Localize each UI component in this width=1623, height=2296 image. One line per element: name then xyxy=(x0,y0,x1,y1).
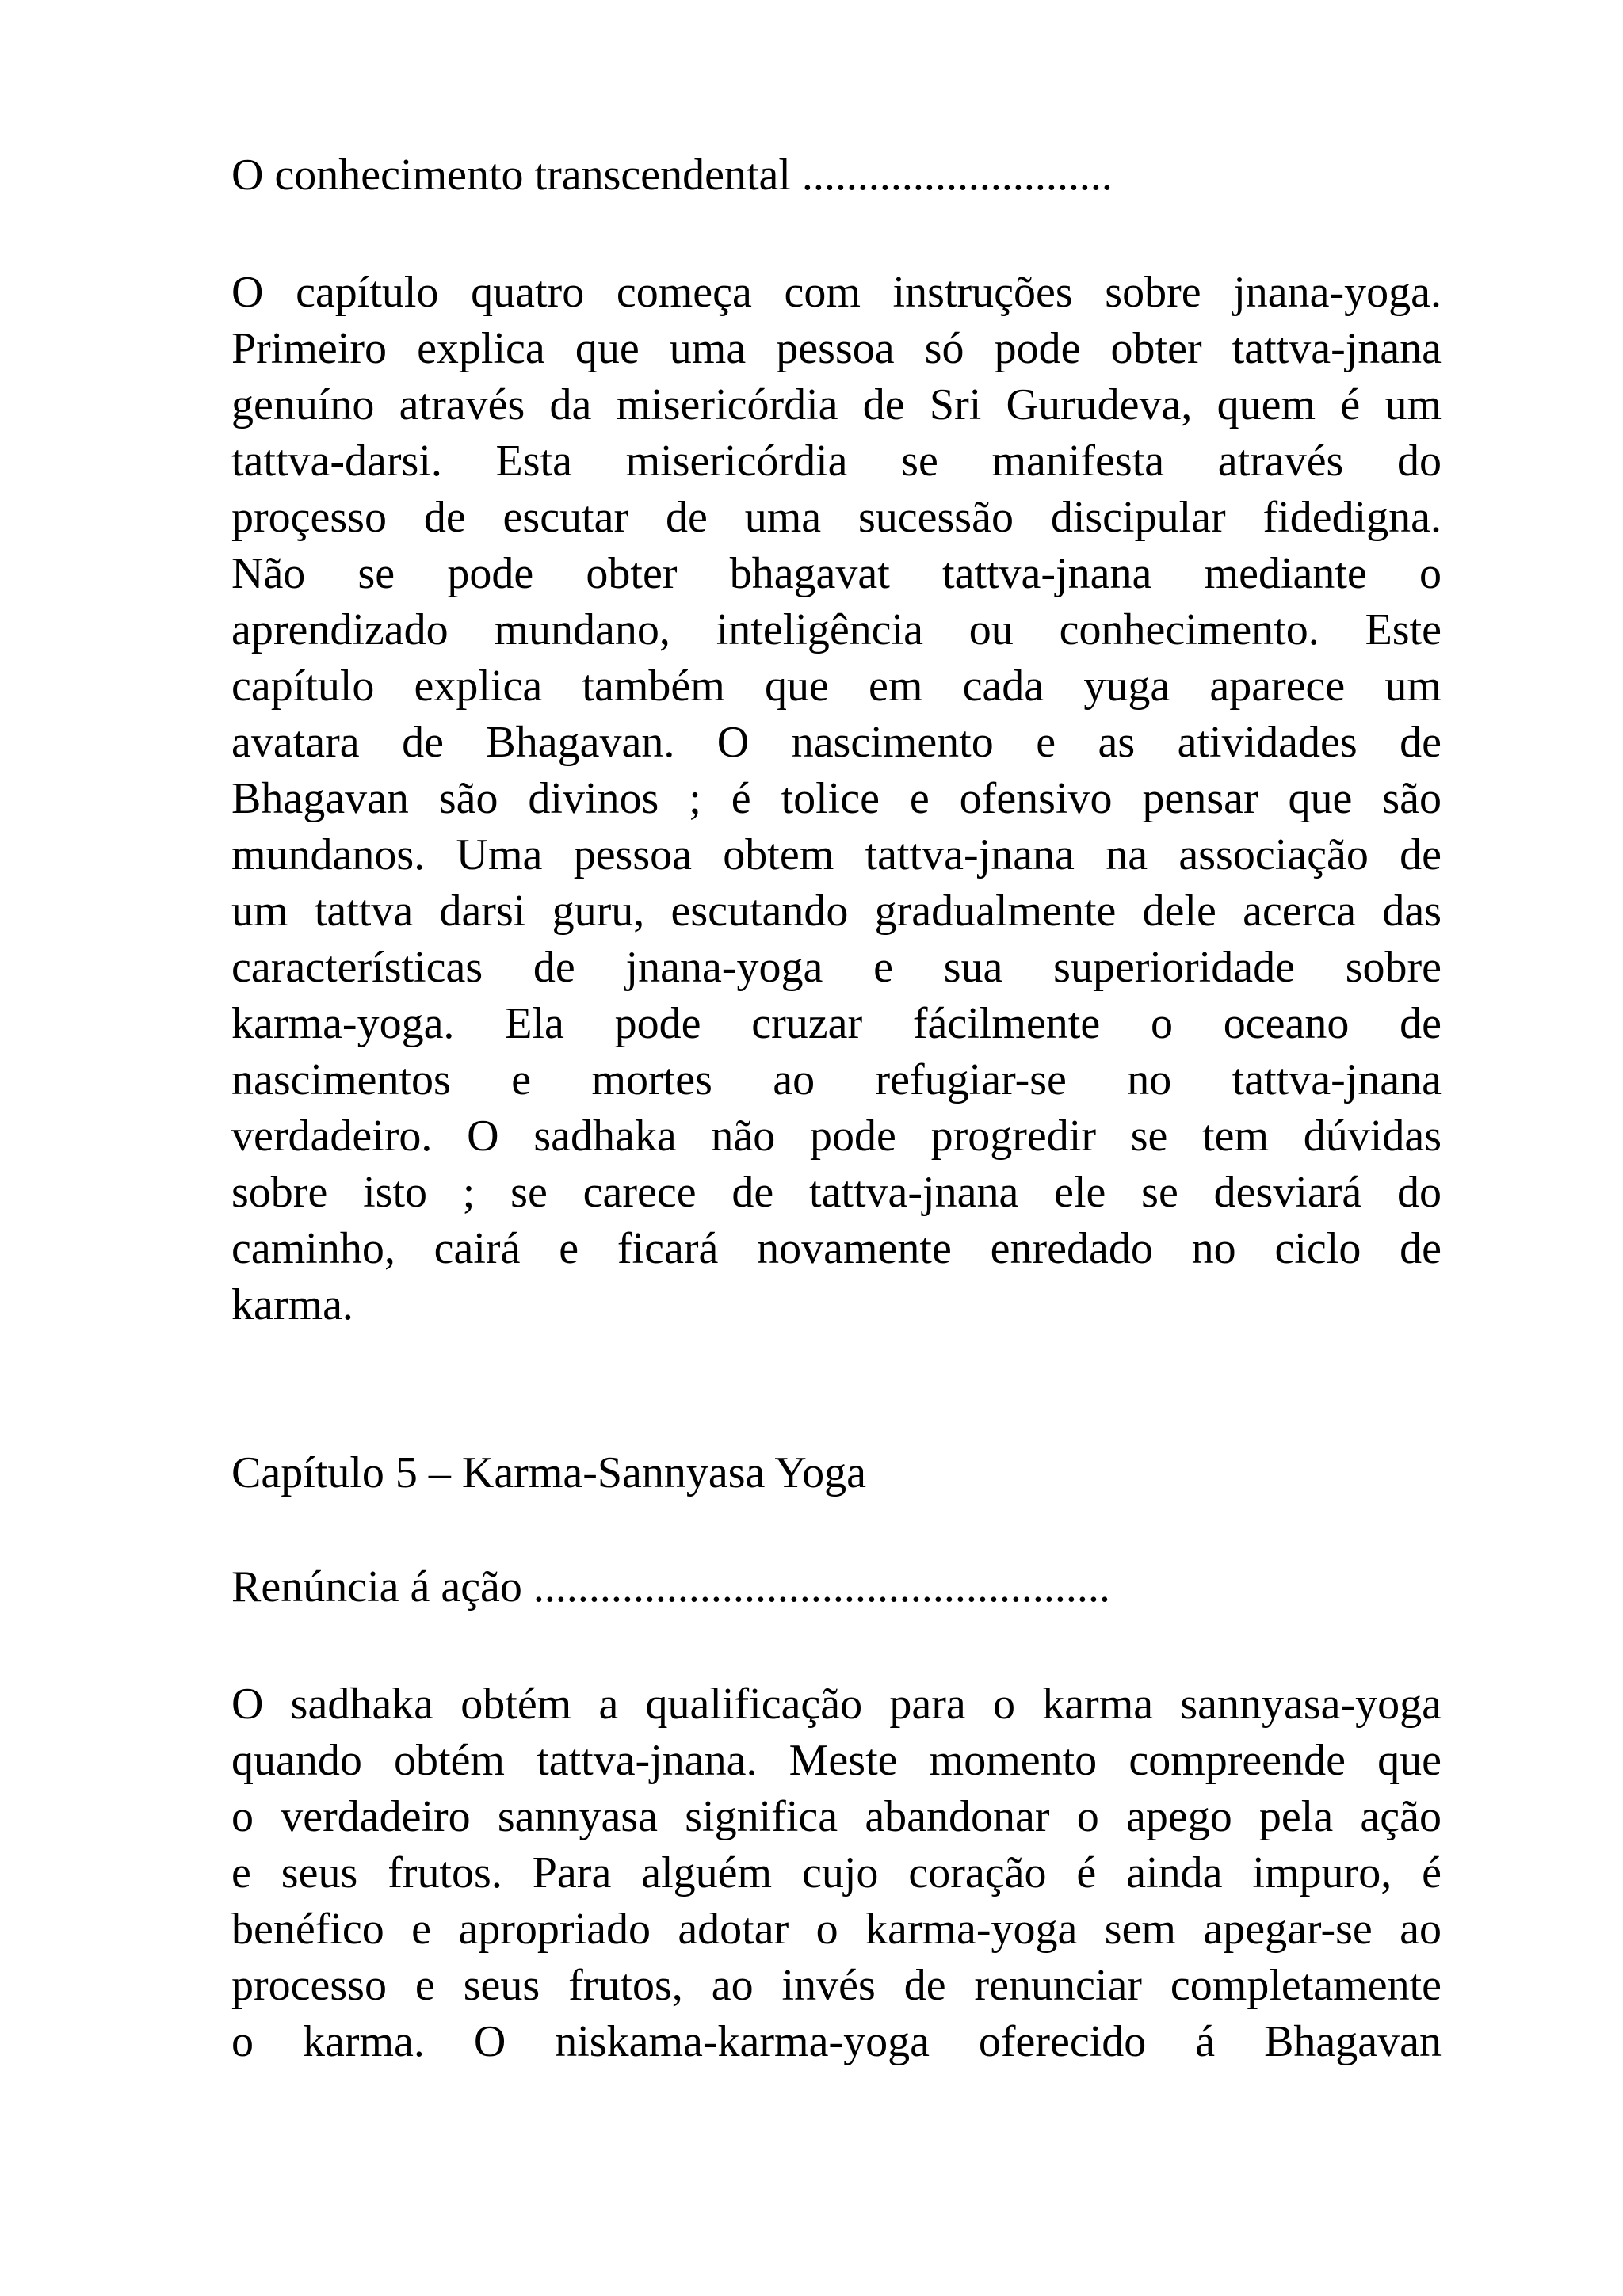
paragraph-line: benéfico e apropriado adotar o karma-yoga sem apegar-se ao xyxy=(231,1905,1442,1954)
paragraph-line: características de jnana-yoga e sua superioridade sobre xyxy=(231,943,1442,992)
paragraph-line: genuíno através da misericórdia de Sri Gurudeva, quem é um xyxy=(231,380,1442,429)
paragraph-line: Não se pode obter bhagavat tattva-jnana mediante o xyxy=(231,549,1442,598)
chapter-title: Capítulo 5 – Karma-Sannyasa Yoga xyxy=(231,1448,867,1497)
paragraph-chapter-four-summary xyxy=(231,265,1442,1333)
paragraph-line: tattva-darsi. Esta misericórdia se manifesta através do xyxy=(231,437,1442,486)
paragraph-line: avatara de Bhagavan. O nascimento e as atividades de xyxy=(231,718,1442,767)
paragraph-line: o karma. O niskama-karma-yoga oferecido á Bhagavan xyxy=(231,2017,1442,2066)
paragraph-line: proçesso de escutar de uma sucessão discipular fidedigna. xyxy=(231,493,1442,542)
paragraph-line: caminho, cairá e ficará novamente enredado no ciclo de xyxy=(231,1224,1442,1273)
paragraph-line: aprendizado mundano, inteligência ou conhecimento. Este xyxy=(231,605,1442,654)
paragraph-line: capítulo explica também que em cada yuga aparece um xyxy=(231,662,1442,711)
paragraph-line: o verdadeiro sannyasa significa abandonar o apego pela ação xyxy=(231,1792,1442,1841)
paragraph-line: O capítulo quatro começa com instruções sobre jnana-yoga. xyxy=(231,268,1442,317)
paragraph-karma-sannyasa-summary xyxy=(231,1676,1442,2070)
section-heading-renunciation: Renúncia á ação .................................................... xyxy=(231,1562,1110,1611)
paragraph-line: mundanos. Uma pessoa obtem tattva-jnana na associação de xyxy=(231,830,1442,879)
paragraph-line: Primeiro explica que uma pessoa só pode obter tattva-jnana xyxy=(231,324,1442,373)
paragraph-line: karma. xyxy=(231,1280,353,1329)
paragraph-line: karma-yoga. Ela pode cruzar fácilmente o oceano de xyxy=(231,999,1442,1048)
paragraph-line: sobre isto ; se carece de tattva-jnana ele se desviará do xyxy=(231,1168,1442,1217)
paragraph-line: processo e seus frutos, ao invés de renunciar completamente xyxy=(231,1961,1442,2010)
paragraph-line: verdadeiro. O sadhaka não pode progredir se tem dúvidas xyxy=(231,1112,1442,1161)
paragraph-line: quando obtém tattva-jnana. Meste momento compreende que xyxy=(231,1736,1442,1785)
paragraph-line: Bhagavan são divinos ; é tolice e ofensivo pensar que são xyxy=(231,774,1442,823)
paragraph-line: e seus frutos. Para alguém cujo coração é ainda impuro, é xyxy=(231,1848,1442,1897)
paragraph-line: O sadhaka obtém a qualificação para o karma sannyasa-yoga xyxy=(231,1680,1442,1729)
paragraph-line: nascimentos e mortes ao refugiar-se no tattva-jnana xyxy=(231,1055,1442,1104)
section-heading-transcendental-knowledge: O conhecimento transcendental ............................ xyxy=(231,151,1113,200)
paragraph-line: um tattva darsi guru, escutando gradualmente dele acerca das xyxy=(231,887,1442,936)
